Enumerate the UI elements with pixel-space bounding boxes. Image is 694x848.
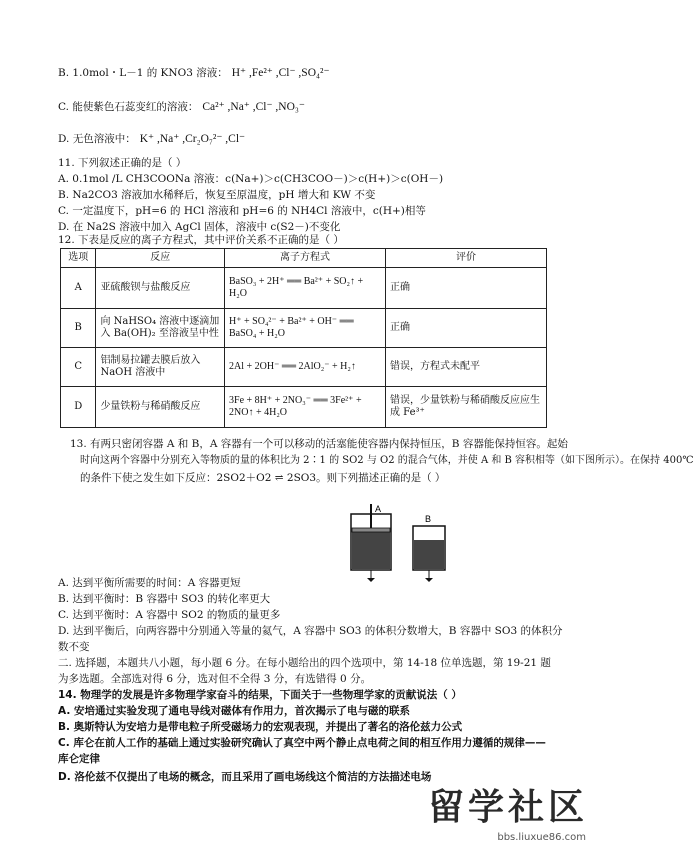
q10-option-c-ions: Ca²⁺ ,Na⁺ ,Cl⁻ ,NO₃⁻ bbox=[202, 101, 305, 113]
row-evaluation: 错误，方程式未配平 bbox=[386, 348, 547, 387]
q13-option-c: C. 达到平衡时：A 容器中 SO2 的物质的量更多 bbox=[58, 609, 281, 621]
q12-table bbox=[60, 248, 547, 428]
q11-option-a: A. 0.1mol /L CH3COONa 溶液：c(Na+)＞c(CH3COO－)＞c(H+)＞c(OH－) bbox=[58, 173, 444, 185]
container-a bbox=[351, 504, 391, 582]
q13-option-a: A. 达到平衡所需要的时间：A 容器更短 bbox=[58, 577, 241, 589]
q10-option-d bbox=[58, 132, 245, 146]
row-reaction: 少量铁粉与稀硝酸反应 bbox=[96, 387, 225, 428]
piston-icon bbox=[352, 528, 390, 532]
q10-option-b-ions: H⁺ ,Fe²⁺ ,Cl⁻ ,SO₄²⁻ bbox=[231, 67, 330, 79]
q14-stem: 14. 物理学的发展是许多物理学家奋斗的结果，下面关于一些物理学家的贡献说法（ ） bbox=[58, 689, 462, 701]
q10-option-d-text: D. 无色溶液中： bbox=[58, 133, 136, 145]
table-row bbox=[61, 309, 547, 348]
q13-stem-line2: 时向这两个容器中分别充入等物质的量的体积比为 2∶1 的 SO2 与 O2 的混合气体，并使 A 和 B 容积相等（如下图所示）。在保持 400℃ bbox=[80, 455, 694, 466]
row-equation: 2Al + 2OH⁻ ══ 2AlO₂⁻ + H₂↑ bbox=[225, 348, 386, 387]
q13-option-b: B. 达到平衡时：B 容器中 SO3 的转化率更大 bbox=[58, 593, 271, 605]
table-row bbox=[61, 268, 547, 309]
row-option: A bbox=[61, 268, 96, 309]
row-reaction: 铝制易拉罐去膜后放入 NaOH 溶液中 bbox=[96, 348, 225, 387]
q12-header-equation: 离子方程式 bbox=[225, 249, 386, 268]
container-a-label: A bbox=[375, 504, 382, 514]
row-evaluation: 正确 bbox=[386, 268, 547, 309]
table-row bbox=[61, 348, 547, 387]
q12-header-evaluation: 评价 bbox=[386, 249, 547, 268]
q14-option-a: A. 安培通过实验发现了通电导线对磁体有作用力，首次揭示了电与磁的联系 bbox=[58, 705, 410, 717]
row-equation: H⁺ + SO₄²⁻ + Ba²⁺ + OH⁻ ══ BaSO₄ + H₂O bbox=[225, 309, 386, 348]
section-two-intro-line1: 二. 选择题，本题共八小题，每小题 6 分。在每小题给出的四个选项中，第 14-18 位单选题，第 19-21 题 bbox=[58, 657, 551, 669]
watermark-logo: 留学社区 bbox=[427, 787, 588, 828]
table-row bbox=[61, 387, 547, 428]
container-apparatus-figure bbox=[345, 500, 475, 582]
q10-option-c bbox=[58, 100, 305, 114]
q14-option-b: B. 奥斯特认为安培力是带电粒子所受磁场力的宏观表现，并提出了著名的洛伦兹力公式 bbox=[58, 721, 463, 733]
row-reaction: 向 NaHSO₄ 溶液中逐滴加入 Ba(OH)₂ 至溶液呈中性 bbox=[96, 309, 225, 348]
q11-stem: 11. 下列叙述正确的是（ ） bbox=[58, 157, 187, 169]
q14-option-c: C. 库仑在前人工作的基础上通过实验研究确认了真空中两个静止点电荷之间的相互作用力遵循的规律—— bbox=[58, 737, 546, 749]
row-option: D bbox=[61, 387, 96, 428]
q10-option-c-text: C. 能使紫色石蕊变红的溶液： bbox=[58, 101, 199, 113]
q10-option-b bbox=[58, 66, 330, 80]
q10-option-b-text: B. 1.0mol・L－1 的 KNO3 溶液： bbox=[58, 67, 228, 79]
row-evaluation: 正确 bbox=[386, 309, 547, 348]
q12-stem: 12. 下表是反应的离子方程式，其中评价关系不正确的是（ ） bbox=[58, 234, 344, 246]
q13-stem-line3: 的条件下使之发生如下反应：2SO2＋O2 ⇌ 2SO3。则下列描述正确的是（ ） bbox=[80, 472, 446, 484]
q12-header-row bbox=[61, 249, 547, 268]
section-two-intro-line2: 为多选题。全部选对得 6 分，选对但不全得 3 分，有选错得 0 分。 bbox=[58, 673, 372, 685]
row-option: C bbox=[61, 348, 96, 387]
q10-option-d-ions: K⁺ ,Na⁺ ,Cr₂O₇²⁻ ,Cl⁻ bbox=[139, 133, 246, 145]
row-option: B bbox=[61, 309, 96, 348]
container-b-label: B bbox=[425, 514, 432, 524]
container-b bbox=[413, 514, 445, 582]
q13-option-d-cont: 数不变 bbox=[58, 641, 90, 653]
row-reaction: 亚硫酸钡与盐酸反应 bbox=[96, 268, 225, 309]
q11-option-d: D. 在 Na2S 溶液中加入 AgCl 固体，溶液中 c(S2－)不变化 bbox=[58, 221, 341, 233]
q14-option-d: D. 洛伦兹不仅提出了电场的概念，而且采用了画电场线这个简洁的方法描述电场 bbox=[58, 771, 432, 783]
q14-option-c-cont: 库仑定律 bbox=[58, 753, 100, 765]
q12-header-reaction: 反应 bbox=[96, 249, 225, 268]
watermark-url: bbs.liuxue86.com bbox=[497, 831, 586, 843]
q11-option-b: B. Na2CO3 溶液加水稀释后，恢复至原温度，pH 增大和 KW 不变 bbox=[58, 189, 376, 201]
row-equation: 3Fe + 8H⁺ + 2NO₃⁻ ══ 3Fe²⁺ + 2NO↑ + 4H₂O bbox=[225, 387, 386, 428]
row-equation: BaSO₃ + 2H⁺ ══ Ba²⁺ + SO₂↑ + H₂O bbox=[225, 268, 386, 309]
row-evaluation: 错误，少量铁粉与稀硝酸反应应生成 Fe³⁺ bbox=[386, 387, 547, 428]
q13-option-d: D. 达到平衡后，向两容器中分别通入等量的氦气，A 容器中 SO3 的体积分数增大，B 容器中 SO3 的体积分 bbox=[58, 625, 563, 637]
q13-stem-line1: 13. 有两只密闭容器 A 和 B，A 容器有一个可以移动的活塞能使容器内保持恒压，B 容器能保持恒容。起始 bbox=[70, 438, 568, 450]
valve-icon bbox=[367, 578, 375, 582]
q11-option-c: C. 一定温度下，pH=6 的 HCl 溶液和 pH=6 的 NH4Cl 溶液中，c(H+)相等 bbox=[58, 205, 426, 217]
q12-header-option: 选项 bbox=[61, 249, 96, 268]
valve-icon bbox=[425, 578, 433, 582]
